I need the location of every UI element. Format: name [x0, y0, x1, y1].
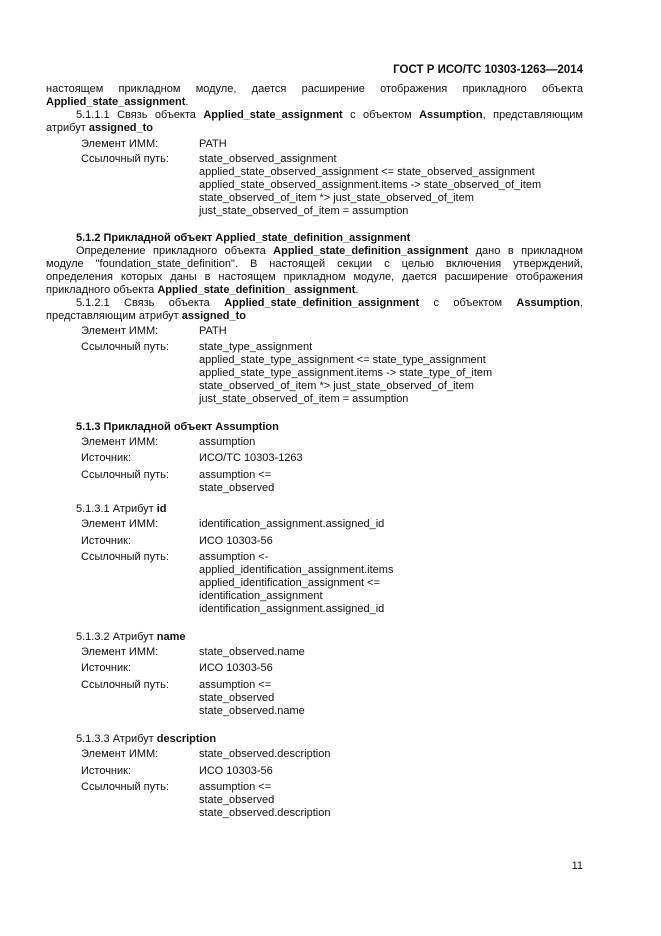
- text: 5.1.3.2 Атрибут: [76, 631, 157, 643]
- ref-line: state_observed: [199, 794, 275, 806]
- source-value: ИСО/ТС 10303-1263: [199, 452, 303, 464]
- ref-label: Ссылочный путь:: [81, 153, 169, 165]
- intro-line-2: [46, 96, 188, 109]
- text: , представляющим: [482, 109, 583, 121]
- entity-name: Assumption: [419, 109, 483, 121]
- ref-line: assumption <=: [199, 679, 272, 691]
- text: 5.1.2 Прикладной объект: [76, 232, 216, 244]
- imm-value: PATH: [199, 138, 227, 150]
- attribute-name: description: [156, 733, 217, 745]
- section-5-1-3-1-heading: [76, 503, 167, 516]
- section-5-1-2-p3: определения которых даны в настоящем прикладном модуле, дается расширение отображения: [46, 271, 583, 283]
- text: 5.1.2.1 Связь объекта: [76, 297, 225, 309]
- text: Определение прикладного объекта: [76, 245, 274, 257]
- ref-line: identification_assignment: [199, 590, 323, 602]
- imm-value: identification_assignment.assigned_id: [199, 518, 385, 530]
- section-5-1-3-2-heading: [76, 631, 186, 644]
- section-5-1-3-heading: 5.1.3 Прикладной объект Assumption: [76, 421, 279, 433]
- imm-value: state_observed.name: [199, 646, 305, 658]
- ref-label: Ссылочный путь:: [81, 679, 169, 691]
- ref-line: applied_state_type_assignment.items -> state_type_of_item: [199, 367, 493, 379]
- text: представляющим атрибут: [46, 310, 182, 322]
- ref-label: Ссылочный путь:: [81, 781, 169, 793]
- imm-label: Элемент ИММ:: [81, 436, 159, 448]
- text: 5.1.3.1 Атрибут: [76, 503, 157, 515]
- attribute-name: assigned_to: [181, 310, 246, 322]
- imm-label: Элемент ИММ:: [81, 518, 159, 530]
- imm-value: state_observed.description: [199, 748, 331, 760]
- section-5-1-2-p4: [46, 284, 358, 297]
- imm-label: Элемент ИММ:: [81, 646, 159, 658]
- source-label: Источник:: [81, 765, 132, 777]
- attribute-name: name: [156, 631, 186, 643]
- text: с объектом: [342, 109, 420, 121]
- imm-value: assumption: [199, 436, 256, 448]
- text: дано в прикладном: [468, 245, 583, 257]
- source-value: ИСО 10303-56: [199, 662, 273, 674]
- text: с объектом: [419, 297, 517, 309]
- section-5-1-2-1-line-2: [46, 310, 246, 323]
- punct: .: [185, 96, 189, 108]
- section-5-1-3-3-heading: [76, 733, 216, 746]
- source-value: ИСО 10303-56: [199, 535, 273, 547]
- ref-line: assumption <-: [199, 551, 269, 563]
- source-label: Источник:: [81, 535, 132, 547]
- ref-line: applied_state_type_assignment <= state_type_assignment: [199, 354, 486, 366]
- section-5-1-2-p2: модуле "foundation_state_definition". В настоящей секции с целью включения утверждений,: [46, 258, 583, 270]
- imm-label: Элемент ИММ:: [81, 748, 159, 760]
- section-5-1-2-heading: [76, 232, 410, 245]
- document-header: ГОСТ Р ИСО/ТС 10303-1263—2014: [393, 64, 583, 76]
- ref-line: applied_identification_assignment <=: [199, 577, 381, 589]
- ref-line: applied_state_observed_assignment <= state_observed_assignment: [199, 166, 535, 178]
- ref-line: state_observed_of_item *> just_state_observed_of_item: [199, 380, 474, 392]
- entity-name: Assumption: [516, 297, 580, 309]
- section-5-1-1-1-line-2: [46, 122, 153, 135]
- ref-line: assumption <=: [199, 469, 272, 481]
- imm-label: Элемент ИММ:: [81, 138, 159, 150]
- entity-name: Applied_state_definition_assignment: [224, 297, 420, 309]
- attribute-name: id: [156, 503, 167, 515]
- ref-line: just_state_observed_of_item = assumption: [199, 393, 409, 405]
- imm-label: Элемент ИММ:: [81, 325, 159, 337]
- ref-line: applied_identification_assignment.items: [199, 564, 394, 576]
- text: 5.1.1.1 Связь объекта: [76, 109, 204, 121]
- ref-label: Ссылочный путь:: [81, 469, 169, 481]
- text: ,: [579, 297, 584, 309]
- ref-line: state_observed: [199, 482, 275, 494]
- source-label: Источник:: [81, 452, 132, 464]
- text: 5.1.3.3 Атрибут: [76, 733, 157, 745]
- intro-line-1: настоящем прикладном модуле, дается расширение отображения прикладного объекта: [46, 83, 583, 95]
- page-number: 11: [571, 860, 583, 872]
- ref-line: state_observed_of_item *> just_state_observed_of_item: [199, 192, 474, 204]
- ref-line: just_state_observed_of_item = assumption: [199, 205, 409, 217]
- source-value: ИСО 10303-56: [199, 765, 273, 777]
- entity-name: Applied_state_definition_ assignment: [157, 284, 356, 296]
- text: прикладного объекта: [46, 284, 158, 296]
- ref-line: state_observed_assignment: [199, 153, 337, 165]
- ref-label: Ссылочный путь:: [81, 341, 169, 353]
- section-5-1-1-1-line-1: [76, 109, 583, 122]
- ref-line: state_type_assignment: [199, 341, 313, 353]
- attribute-name: assigned_to: [88, 122, 154, 134]
- ref-line: assumption <=: [199, 781, 272, 793]
- section-5-1-2-p1: [76, 245, 583, 258]
- ref-line: state_observed.name: [199, 705, 305, 717]
- entity-name: Applied_state_assignment: [46, 96, 186, 108]
- text: атрибут: [46, 122, 89, 134]
- text: .: [355, 284, 359, 296]
- ref-line: state_observed: [199, 692, 275, 704]
- ref-line: identification_assignment.assigned_id: [199, 603, 385, 615]
- ref-line: applied_state_observed_assignment.items -> state_observed_of_item: [199, 179, 542, 191]
- entity-name: Applied_state_definition_assignment: [215, 232, 411, 244]
- entity-name: Applied_state_assignment: [203, 109, 343, 121]
- source-label: Источник:: [81, 662, 132, 674]
- entity-name: Applied_state_definition_assignment: [273, 245, 469, 257]
- ref-label: Ссылочный путь:: [81, 551, 169, 563]
- section-5-1-2-1-line-1: [76, 297, 583, 310]
- imm-value: PATH: [199, 325, 227, 337]
- ref-line: state_observed.description: [199, 807, 331, 819]
